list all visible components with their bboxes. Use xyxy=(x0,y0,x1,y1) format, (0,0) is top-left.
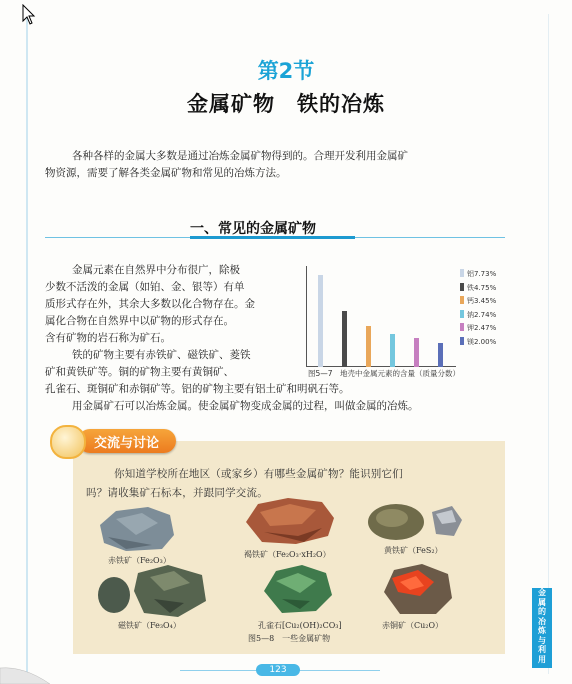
chart-y-axis xyxy=(306,266,307,366)
body-line-1: 金属元素在自然界中分布很广，除极 xyxy=(72,264,240,276)
body-line-5: 含有矿物的岩石称为矿石。 xyxy=(45,332,171,344)
chart-x-axis xyxy=(306,366,456,367)
chart-legend-item xyxy=(460,282,496,296)
chart-caption: 图5—7 地壳中金属元素的含量（质量分数） xyxy=(308,369,461,378)
intro-line-2: 物资源，需要了解各类金属矿物和常见的冶炼方法。 xyxy=(45,167,287,179)
hematite-image xyxy=(96,505,176,553)
side-tab-char: 属 xyxy=(538,597,546,607)
chart-legend-label: 铝7.73% xyxy=(467,270,497,278)
page-curl-corner xyxy=(0,664,50,684)
discussion-tab xyxy=(48,425,178,457)
malachite-image xyxy=(260,563,334,615)
side-tab-char: 利 xyxy=(538,645,546,654)
magnetite-label: 磁铁矿（Fe₃O₄） xyxy=(118,621,181,630)
body-line-7: 矿和黄铁矿等。铜的矿物主要有黄铜矿、 xyxy=(45,366,234,378)
chart-legend-swatch xyxy=(460,269,464,277)
chart-legend xyxy=(460,268,496,349)
body-line-3: 质形式存在外，其余大多数以化合物存在。金 xyxy=(45,298,255,310)
chart-legend-label: 镁2.00% xyxy=(467,337,497,346)
page-number: 123 xyxy=(256,664,300,676)
pyrite-image xyxy=(366,500,466,542)
discussion-label: 交流与讨论 xyxy=(94,436,160,451)
chart-legend-swatch xyxy=(460,337,464,345)
figure-caption: 图5—8 一些金属矿物 xyxy=(248,634,331,643)
section-title: 金属矿物 铁的冶炼 xyxy=(187,92,385,116)
pyrite-label: 黄铁矿（FeS₂） xyxy=(384,546,443,555)
chart-bar-2 xyxy=(342,311,347,367)
side-tab-char: 与 xyxy=(538,635,546,645)
intro-line-1: 各种各样的金属大多数是通过冶炼金属矿物得到的。合理开发利用金属矿 xyxy=(72,150,408,162)
hematite-label: 赤铁矿（Fe₂O₃） xyxy=(108,556,171,565)
discussion-line-1: 你知道学校所在地区（或家乡）有哪些金属矿物？能识别它们 xyxy=(114,468,403,480)
limonite-label: 褐铁矿（Fe₂O₃·xH₂O） xyxy=(244,550,331,559)
side-tab-char: 用 xyxy=(538,654,546,664)
chart-legend-swatch xyxy=(460,310,464,318)
chart-legend-item xyxy=(460,295,496,309)
chart-legend-item xyxy=(460,336,496,350)
notebook-icon xyxy=(50,425,86,459)
cuprite-label: 赤铜矿（Cu₂O） xyxy=(382,621,444,630)
mouse-cursor-icon xyxy=(22,4,36,26)
chart-legend-label: 钾2.47% xyxy=(467,324,497,332)
body-line-8: 孔雀石、斑铜矿和赤铜矿等。铝的矿物主要有铝土矿和明矾石等。 xyxy=(45,383,350,395)
chart-legend-item xyxy=(460,309,496,323)
metal-abundance-chart xyxy=(300,262,540,382)
chart-legend-label: 钙3.45% xyxy=(467,297,497,305)
cuprite-image xyxy=(382,562,454,618)
chart-bar-6 xyxy=(438,343,443,367)
side-tab-char: 金 xyxy=(538,588,546,597)
section-number: 第2节 xyxy=(257,59,315,83)
malachite-label: 孔雀石[Cu₂(OH)₂CO₃] xyxy=(258,621,342,630)
subsection-title: 一、常见的金属矿物 xyxy=(190,221,316,237)
chart-legend-label: 钠2.74% xyxy=(467,310,497,319)
chart-legend-swatch xyxy=(460,296,464,304)
chart-bar-5 xyxy=(414,338,419,367)
chart-legend-label: 铁4.75% xyxy=(467,283,497,292)
chart-bar-1 xyxy=(318,275,323,367)
side-tab-char: 炼 xyxy=(538,626,546,635)
chart-bar-4 xyxy=(390,334,395,367)
chart-legend-swatch xyxy=(460,323,464,331)
chart-legend-item xyxy=(460,322,496,336)
limonite-image xyxy=(244,496,336,546)
body-line-2: 少数不活泼的金属（如铂、金、银等）有单 xyxy=(45,281,245,293)
side-tab-char: 的 xyxy=(538,607,546,616)
body-line-6: 铁的矿物主要有赤铁矿、磁铁矿、菱铁 xyxy=(72,349,251,361)
body-line-4: 属化合物在自然界中以矿物的形式存在。 xyxy=(45,315,234,327)
chapter-side-tab xyxy=(532,588,552,668)
body-line-9: 用金属矿石可以冶炼金属。使金属矿物变成金属的过程，叫做金属的冶炼。 xyxy=(72,400,419,412)
chart-legend-item xyxy=(460,268,496,282)
chart-legend-swatch xyxy=(460,283,464,291)
discussion-line-2: 吗？请收集矿石标本，并跟同学交流。 xyxy=(86,487,268,499)
chart-bar-3 xyxy=(366,326,371,367)
side-tab-char: 冶 xyxy=(538,616,546,626)
magnetite-image xyxy=(94,563,210,619)
